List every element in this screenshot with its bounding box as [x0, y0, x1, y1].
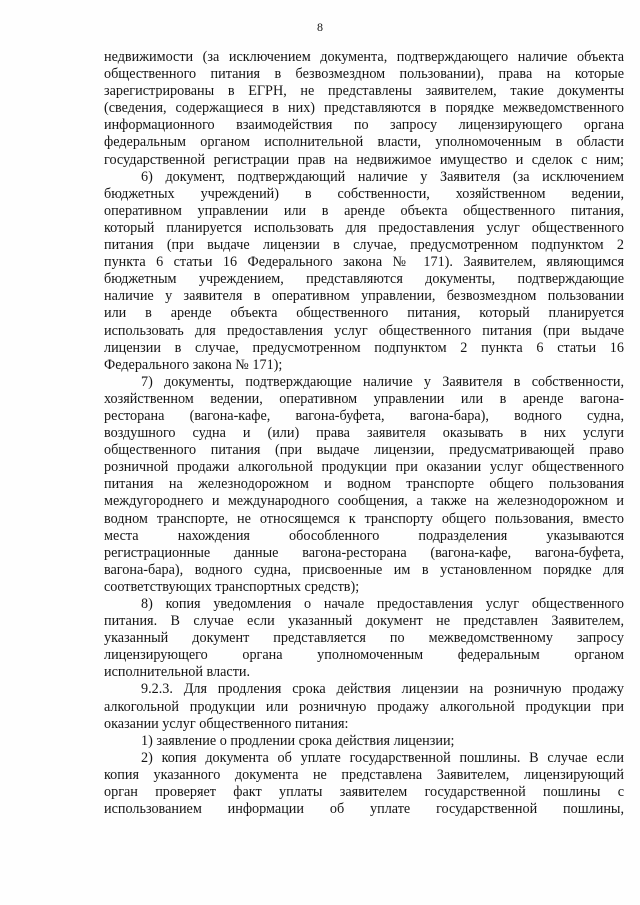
- document-body: [104, 49, 624, 818]
- text-line: хозяйственном ведении, оперативном управлении или в аренде вагона-: [104, 390, 624, 407]
- text-line: общественного питания в безвозмездном пользовании), права на которые: [104, 66, 624, 83]
- text-line: указанный документ представляется по межведомственному запросу: [104, 630, 624, 647]
- text-line: бюджетным учреждением, представляются документы, подтверждающие: [104, 271, 624, 288]
- text-line: питания на железнодорожном и водном транспорте общего пользования: [104, 476, 624, 493]
- text-line: недвижимости (за исключением документа, подтверждающего наличие объекта: [104, 49, 624, 65]
- text-line: места нахождения обособленного подразделения указываются: [104, 527, 624, 544]
- text-line: 2) копия документа об уплате государственной пошлины. В случае если: [141, 749, 624, 766]
- page-number: 8: [317, 20, 323, 34]
- text-line: государственной регистрации прав на недвижимое имущество и сделок с ним;: [104, 151, 624, 168]
- text-line: общественного питания (при выдаче лицензии, предусматривающей право: [104, 442, 624, 459]
- text-line: использовать для предоставления услуг общественного питания (при выдаче: [104, 322, 624, 339]
- text-line: 8) копия уведомления о начале предоставления услуг общественного: [141, 596, 624, 612]
- text-line: водном транспорте, не относящемся к транспорту общего пользования, вместо: [104, 510, 624, 527]
- text-line: орган проверяет факт уплаты заявителем государственной пошлины с: [104, 784, 624, 801]
- text-line: 9.2.3. Для продления срока действия лицензии на розничную продажу: [141, 681, 624, 698]
- text-line: питания (при выдаче лицензии в случае, предусмотренном подпунктом 2: [104, 237, 624, 254]
- text-line: вагона-бара), водного судна, присвоенные им в установленном порядке для: [104, 561, 624, 578]
- text-line: оперативном управлении или в аренде объекта общественного питания,: [104, 202, 624, 219]
- text-line: 6) документ, подтверждающий наличие у Заявителя (за исключением: [141, 168, 624, 185]
- text-line: воздушного судна и (или) права заявителя оказывать в них услуги: [104, 425, 624, 442]
- text-line: оказании услуг общественного питания:: [104, 715, 349, 732]
- text-line: или в аренде объекта общественного питания, который планируется: [104, 305, 624, 322]
- text-line: наличие у заявителя в оперативном управлении, безвозмездном пользовании: [104, 288, 624, 305]
- text-line: исполнительной власти.: [104, 664, 251, 681]
- text-line: который планируется использовать для предоставления услуг общественного: [104, 219, 624, 236]
- text-line: (сведения, содержащиеся в них) представляются в порядке межведомственного: [104, 100, 624, 117]
- text-line: копия указанного документа не представлена Заявителем, лицензирующий: [104, 766, 624, 783]
- text-line: информационного взаимодействия по запросу лицензирующего органа: [104, 117, 624, 134]
- text-line: ресторана (вагона-кафе, вагона-буфета, вагона-бара), водного судна,: [104, 407, 624, 424]
- text-line: питания. В случае если указанный документ не представлен Заявителем,: [104, 613, 624, 630]
- text-line: бюджетных учреждений) в собственности, хозяйственном ведении,: [104, 185, 624, 202]
- text-line: лицензии в случае, предусмотренном подпунктом 2 пункта 6 статьи 16: [104, 339, 624, 356]
- text-line: алкогольной продукции или розничную продажу алкогольной продукции при: [104, 698, 624, 715]
- text-line: использованием информации об уплате государственной пошлины,: [104, 801, 624, 818]
- text-line: зарегистрированы в ЕГРН, не представлены заявителем, такие документы: [104, 83, 624, 100]
- text-line: междугороднего и международного сообщения, а также на железнодорожном и: [104, 493, 624, 510]
- text-line: соответствующих транспортных средств);: [104, 578, 360, 595]
- text-line: Федерального закона № 171);: [104, 356, 283, 373]
- text-line: 7) документы, подтверждающие наличие у Заявителя в собственности,: [141, 373, 624, 390]
- text-line: 1) заявление о продлении срока действия лицензии;: [141, 732, 455, 749]
- text-line: розничной продажи алкогольной продукции при оказании услуг общественного: [104, 459, 624, 476]
- text-line: регистрационные данные вагона-ресторана (вагона-кафе, вагона-буфета,: [104, 544, 624, 561]
- text-line: федеральным органом исполнительной власти, уполномоченным в области: [104, 134, 624, 151]
- text-line: пункта 6 статьи 16 Федерального закона № 171). Заявителем, являющимся: [104, 254, 624, 271]
- text-line: лицензирующего органа уполномоченным федеральным органом: [104, 647, 624, 664]
